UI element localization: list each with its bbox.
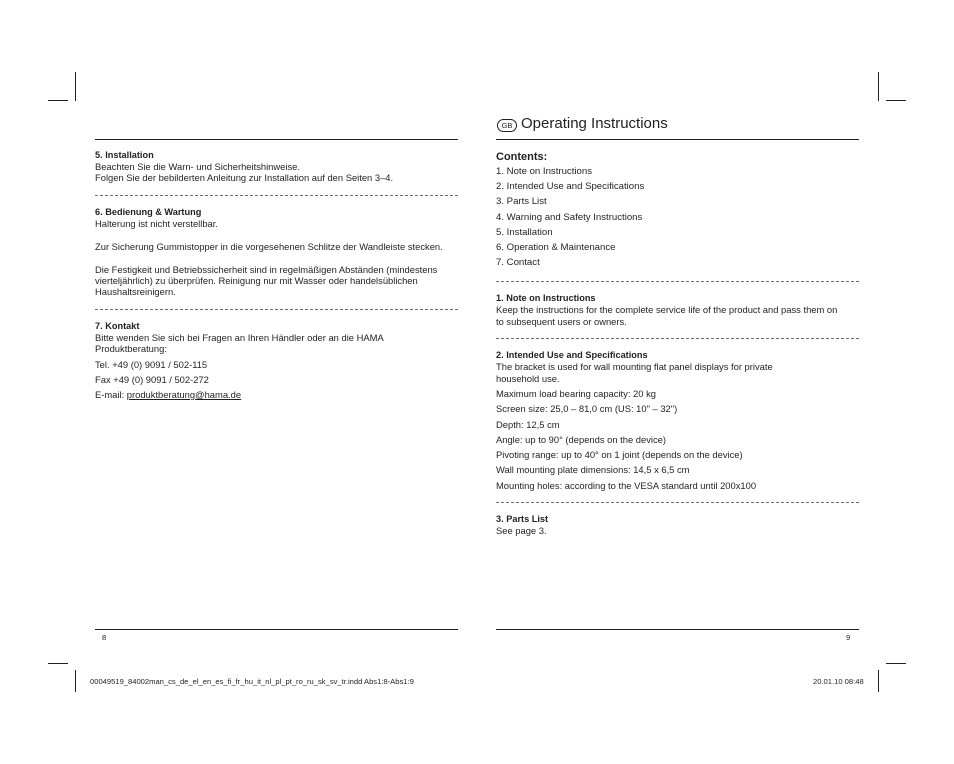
contents-heading: Contents:	[496, 151, 548, 163]
intended-line: The bracket is used for wall mounting flat panel displays for private	[496, 361, 773, 372]
section-divider	[496, 338, 859, 339]
kontakt-tel: Tel. +49 (0) 9091 / 502-115	[95, 359, 208, 370]
contents-item: 7. Contact	[496, 257, 540, 268]
crop-mark	[48, 663, 68, 664]
bedienung-line: Halterung ist nicht verstellbar.	[95, 218, 218, 229]
installation-heading: 5. Installation	[95, 150, 154, 160]
page-number-left: 8	[102, 633, 107, 642]
installation-line: Beachten Sie die Warn- und Sicherheitshinweise.	[95, 161, 300, 172]
section-divider	[496, 281, 859, 282]
kontakt-email	[95, 389, 241, 401]
top-rule-right	[496, 139, 859, 140]
kontakt-line: Bitte wenden Sie sich bei Fragen an Ihren Händler oder an die HAMA	[95, 332, 384, 343]
contents-item: 4. Warning and Safety Instructions	[496, 212, 643, 223]
file-info: 00049519_84002man_cs_de_el_en_es_fi_fr_hu_it_nl_pl_pt_ro_ru_sk_sv_tr.indd Abs1:8-Abs1:9	[90, 677, 414, 686]
spec-item: Screen size: 25,0 – 81,0 cm (US: 10" – 32")	[496, 403, 678, 414]
note-line: Keep the instructions for the complete service life of the product and pass them on	[496, 304, 838, 315]
spec-item: Depth: 12,5 cm	[496, 419, 560, 430]
crop-mark	[878, 670, 879, 692]
spec-item: Maximum load bearing capacity: 20 kg	[496, 388, 656, 399]
kontakt-line: Produktberatung:	[95, 343, 167, 354]
page-number-right: 9	[846, 633, 851, 642]
date-time: 20.01.10 08:48	[813, 677, 864, 686]
section-divider	[496, 502, 859, 503]
kontakt-fax: Fax +49 (0) 9091 / 502-272	[95, 374, 209, 385]
parts-line: See page 3.	[496, 525, 547, 536]
bedienung-para-line: vierteljährlich) zu überprüfen. Reinigung nur mit Wasser oder handelsüblichen	[95, 275, 418, 286]
contents-item: 6. Operation & Maintenance	[496, 242, 616, 253]
bottom-rule-right	[496, 629, 859, 630]
note-line: to subsequent users or owners.	[496, 316, 627, 327]
email-label: E-mail:	[95, 389, 127, 400]
crop-mark	[75, 670, 76, 692]
contents-item: 3. Parts List	[496, 196, 547, 207]
bedienung-para-line: Haushaltsreinigern.	[95, 286, 176, 297]
section-divider	[95, 309, 458, 310]
contents-item: 1. Note on Instructions	[496, 166, 592, 177]
bottom-rule-left	[95, 629, 458, 630]
bedienung-line: Zur Sicherung Gummistopper in die vorgesehenen Schlitze der Wandleiste stecken.	[95, 241, 443, 252]
intended-heading: 2. Intended Use and Specifications	[496, 350, 648, 360]
kontakt-heading: 7. Kontakt	[95, 321, 140, 331]
spec-item: Angle: up to 90° (depends on the device)	[496, 434, 667, 445]
language-badge: GB	[497, 119, 517, 132]
page-title: Operating Instructions	[521, 115, 668, 132]
installation-line: Folgen Sie der bebilderten Anleitung zur Installation auf den Seiten 3–4.	[95, 172, 394, 183]
email-link[interactable]: produktberatung@hama.de	[126, 389, 242, 400]
section-divider	[95, 195, 458, 196]
crop-mark	[886, 663, 906, 664]
parts-heading: 3. Parts List	[496, 514, 549, 524]
crop-mark	[878, 72, 879, 101]
bedienung-para-line: Die Festigkeit und Betriebssicherheit sind in regelmäßigen Abständen (mindestens	[95, 264, 438, 275]
crop-mark	[48, 100, 68, 101]
contents-item: 2. Intended Use and Specifications	[496, 181, 645, 192]
contents-item: 5. Installation	[496, 227, 553, 238]
crop-mark	[75, 72, 76, 101]
note-heading: 1. Note on Instructions	[496, 293, 596, 303]
top-rule-left	[95, 139, 458, 140]
bedienung-heading: 6. Bedienung & Wartung	[95, 207, 202, 217]
spec-item: Mounting holes: according to the VESA standard until 200x100	[496, 480, 757, 491]
spec-item: Pivoting range: up to 40° on 1 joint (depends on the device)	[496, 449, 743, 460]
intended-line: household use.	[496, 373, 560, 384]
spec-item: Wall mounting plate dimensions: 14,5 x 6,5 cm	[496, 464, 690, 475]
crop-mark	[886, 100, 906, 101]
